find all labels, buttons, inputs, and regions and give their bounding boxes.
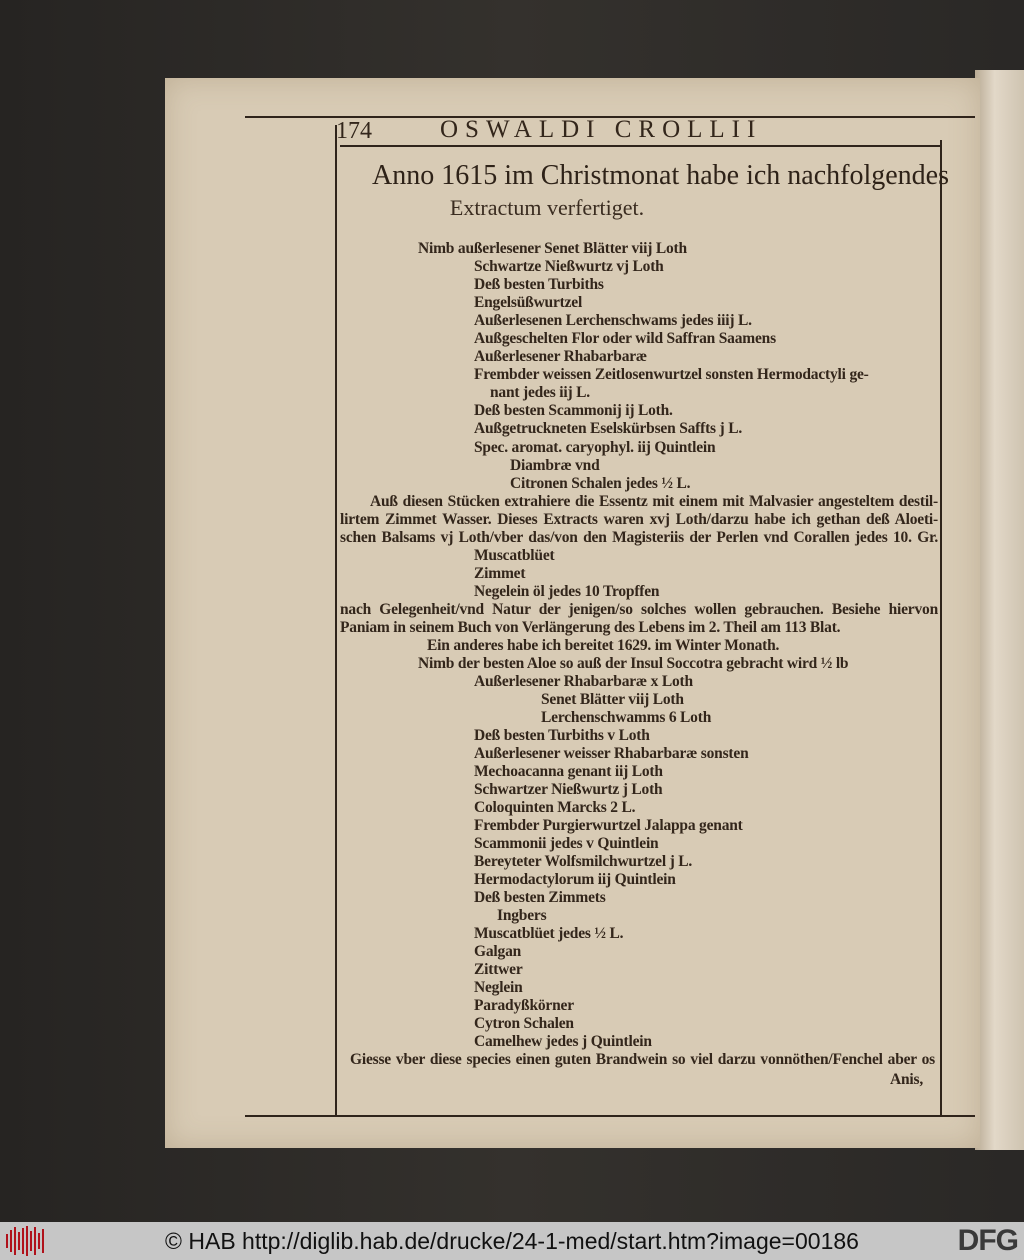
- running-head: OSWALDI CROLLII: [440, 116, 763, 143]
- text-line: Ingbers: [497, 907, 547, 924]
- text-line: Zimmet: [474, 565, 526, 582]
- text-line: Negelein öl jedes 10 Tropffen: [474, 583, 660, 600]
- text-line: Deß besten Turbiths: [474, 276, 604, 293]
- text-line: Citronen Schalen jedes ½ L.: [510, 475, 691, 492]
- left-frame-rule: [335, 125, 337, 1117]
- text-line: Spec. aromat. caryophyl. iij Quintlein: [474, 439, 716, 456]
- text-line: Zittwer: [474, 961, 523, 978]
- text-line: Außgeschelten Flor oder wild Saffran Saamens: [474, 330, 776, 347]
- text-line: Deß besten Turbiths v Loth: [474, 727, 650, 744]
- text-line: Paradyßkörner: [474, 997, 574, 1014]
- text-line: Bereyteter Wolfsmilchwurtzel j L.: [474, 853, 693, 870]
- text-line: Außerlesenen Lerchenschwams jedes iiij L.: [474, 312, 752, 329]
- text-line: Coloquinten Marcks 2 L.: [474, 799, 636, 816]
- text-line: Galgan: [474, 943, 522, 960]
- text-line: Diambræ vnd: [510, 457, 600, 474]
- text-line: Senet Blätter viij Loth: [541, 691, 684, 708]
- text-line: Frembder Purgierwurtzel Jalappa genant: [474, 817, 743, 834]
- right-frame-rule: [940, 140, 942, 1115]
- text-line: schen Balsams vj Loth/vber das/von den Magisteriis der Perlen vnd Corallen jedes 10. Gr.: [340, 529, 938, 546]
- text-line: Auß diesen Stücken extrahiere die Essentz mit einem mit Malvasier angesteltem destil-: [370, 493, 938, 510]
- text-line: Hermodactylorum iij Quintlein: [474, 871, 676, 888]
- text-line: Anis,: [890, 1071, 924, 1088]
- text-line: Deß besten Zimmets: [474, 889, 606, 906]
- text-line: Frembder weissen Zeitlosenwurtzel sonsten Hermodactyli ge-: [474, 366, 869, 383]
- text-line: nant jedes iij L.: [490, 384, 590, 401]
- text-line: Nimb der besten Aloe so auß der Insul Soccotra gebracht wird ½ lb: [418, 655, 849, 672]
- text-line: Außerlesener Rhabarbaræ x Loth: [474, 673, 693, 690]
- section-subtitle: Extractum verfertiget.: [449, 195, 645, 220]
- text-line: Deß besten Scammonij ij Loth.: [474, 402, 673, 419]
- text-line: Scammonii jedes v Quintlein: [474, 835, 659, 852]
- footer-bar: [0, 1222, 1024, 1260]
- text-line: Cytron Schalen: [474, 1015, 574, 1032]
- text-line: Paniam in seinem Buch von Verlängerung des Lebens im 2. Theil am 113 Blat.: [340, 619, 841, 636]
- text-line: Muscatblüet jedes ½ L.: [474, 925, 624, 942]
- text-line: Lerchenschwamms 6 Loth: [541, 709, 712, 726]
- text-line: Schwartzer Nießwurtz j Loth: [474, 781, 663, 798]
- page-edges: [975, 70, 1024, 1150]
- text-line: Außgetruckneten Eselskürbsen Saffts j L.: [474, 420, 743, 437]
- text-line: Mechoacanna genant iij Loth: [474, 763, 663, 780]
- text-line: lirtem Zimmet Wasser. Dieses Extracts waren xvj Loth/darzu habe ich gethan deß Aloeti-: [340, 511, 938, 528]
- text-line: Neglein: [474, 979, 523, 996]
- page-number: 174: [336, 118, 372, 144]
- bottom-rule: [245, 1115, 975, 1117]
- section-title: Anno 1615 im Christmonat habe ich nachfolgendes: [372, 160, 949, 191]
- text-line: Nimb außerlesener Senet Blätter viij Loth: [418, 240, 687, 257]
- dfg-logo: DFG: [957, 1224, 1018, 1257]
- header-rule: [340, 145, 940, 147]
- text-line: Muscatblüet: [474, 547, 555, 564]
- text-line: nach Gelegenheit/vnd Natur der jenigen/so solches wollen gebrauchen. Besiehe hiervon: [340, 601, 938, 618]
- text-line: Giesse vber diese species einen guten Brandwein so viel darzu vonnöthen/Fenchel aber os: [350, 1051, 935, 1068]
- copyright-link[interactable]: © HAB http://diglib.hab.de/drucke/24-1-med/start.htm?image=00186: [165, 1228, 859, 1254]
- text-line: Schwartze Nießwurtz vj Loth: [474, 258, 664, 275]
- text-line: Außerlesener weisser Rhabarbaræ sonsten: [474, 745, 749, 762]
- text-line: Engelsüßwurtzel: [474, 294, 583, 311]
- text-line: Camelhew jedes j Quintlein: [474, 1033, 652, 1050]
- text-line: Außerlesener Rhabarbaræ: [474, 348, 647, 365]
- text-line: Ein anderes habe ich bereitet 1629. im Winter Monath.: [427, 637, 780, 654]
